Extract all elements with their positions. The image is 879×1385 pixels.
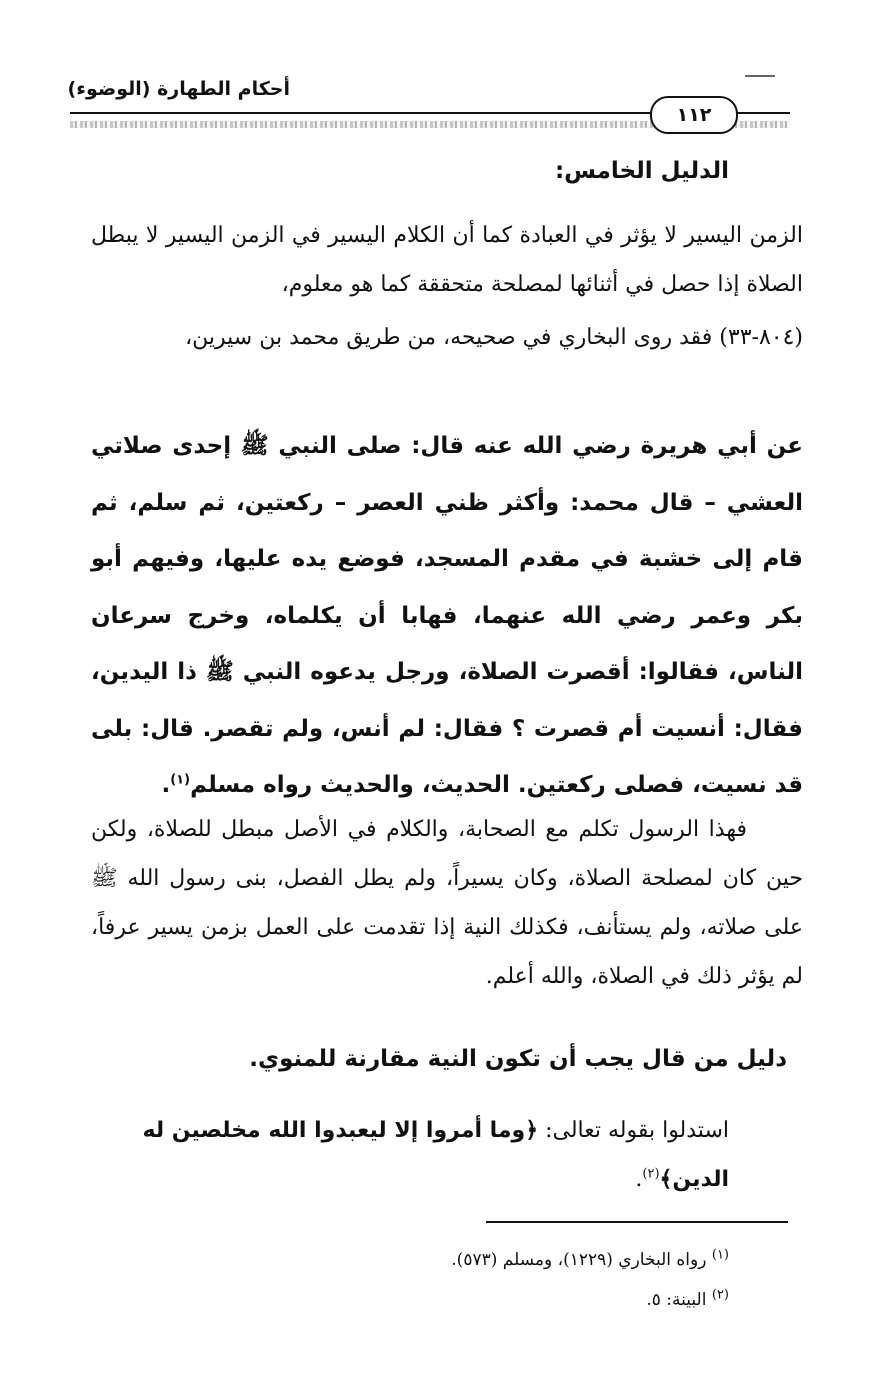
footnote-2-text: البينة: ٥. [646,1290,707,1310]
footnote-1-marker: (١) [711,1247,729,1263]
footnote-rule [486,1221,788,1223]
hadith-text: عن أبي هريرة رضي الله عنه قال: صلى النبي ﷺ إحدى صلاتي العشي – قال محمد: وأكثر ظني العصر – ركعتين، ثم سلم، ثم قام إلى خشبة في مقدم المسجد، فوضع يده عليها، وفيهم أبو بكر وعمر رضي الله عنهما، فهابا أن يكلماه، وخرج سرعان الناس، فقالوا: أقصرت الصلاة، ورجل يدعوه النبي ﷺ ذا اليدين، فقال: أنسيت أم قصرت ؟ فقال: لم أنس، ولم تقصر. قال: بلى قد نسيت، فصلى ركعتين. الحديث، والحديث رواه مسلم [91,433,803,798]
footnote-2 [646,1287,729,1310]
quran-quote: ﴿وما أمروا إلا ليعبدوا الله مخلصين له الدين﴾ [142,1118,729,1192]
hadith-paragraph [91,418,803,814]
paragraph-2: (٨٠٤-٣٣) فقد روى البخاري في صحيحه، من طريق محمد بن سيرين، [185,325,803,350]
paragraph-1: الزمن اليسير لا يؤثر في العبادة كما أن الكلام اليسير في الزمن اليسير لا يبطل الصلاة إذا حصل في أثنائها لمصلحة متحققة كما هو معلوم، [91,223,803,297]
evidence-heading: الدليل الخامس: [554,158,729,184]
footnote-1-text: رواه البخاري (١٢٢٩)، ومسلم (٥٧٣). [451,1250,707,1270]
paragraph-4 [89,1106,729,1204]
paragraph-4-lead: استدلوا بقوله تعالى: [538,1118,729,1143]
hadith-end: . [161,772,171,798]
paragraph-4-end: . [635,1167,643,1192]
corner-mark [745,75,775,77]
footnote-ref-2: (٢) [642,1166,660,1182]
page-number: ١١٢ [650,96,738,134]
running-header-title: أحكام الطهارة (الوضوء) [67,78,290,100]
section-heading: دليل من قال يجب أن تكون النية مقارنة للمنوي. [249,1046,787,1072]
footnote-ref-1: (١) [170,772,191,788]
footnote-2-marker: (٢) [711,1287,729,1303]
footnote-1 [451,1247,729,1270]
paragraph-3: فهذا الرسول تكلم مع الصحابة، والكلام في الأصل مبطل للصلاة، ولكن حين كان لمصلحة الصلاة، وكان يسيراً، ولم يطل الفصل، بنى رسول الله ﷺ على صلاته، ولم يستأنف، فكذلك النية إذا تقدمت على العمل بزمن يسير عرفاً، لم يؤثر ذلك في الصلاة، والله أعلم. [91,817,803,989]
